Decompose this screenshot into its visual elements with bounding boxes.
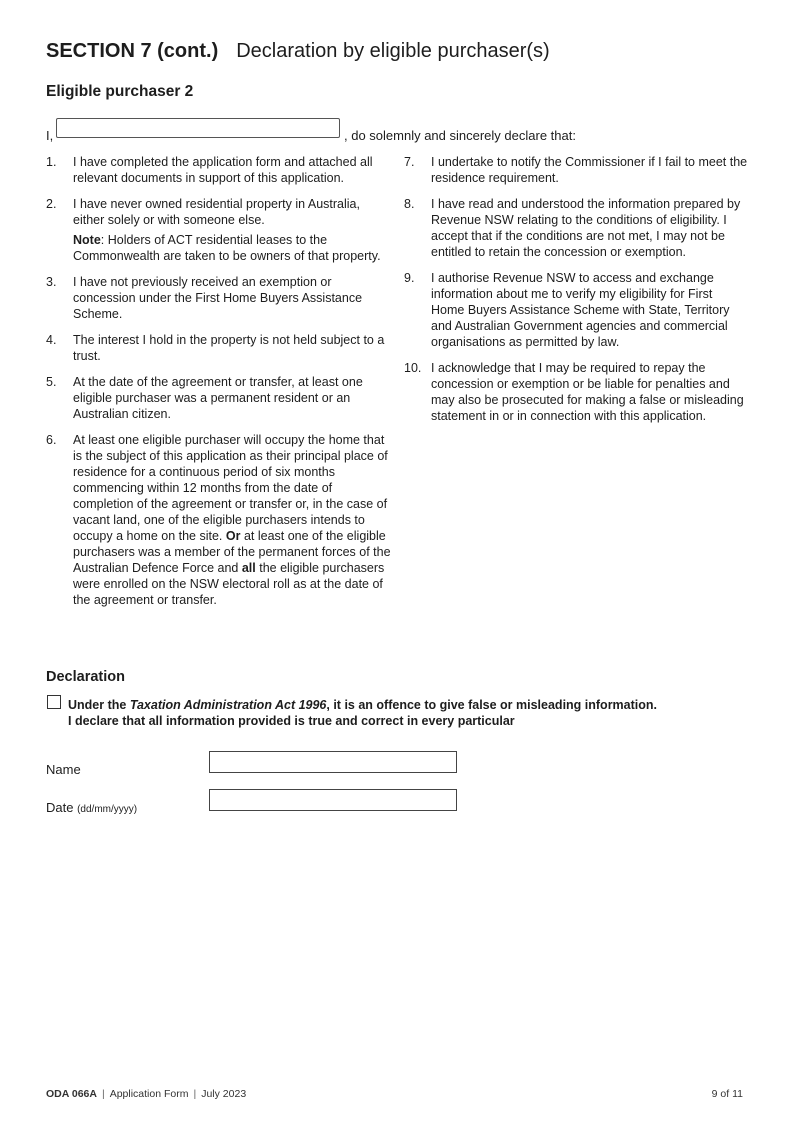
- page-number: 9 of 11: [711, 1088, 743, 1100]
- footer-document-info: ODA 066A | Application Form | July 2023: [46, 1088, 247, 1100]
- list-item: 10. I acknowledge that I may be required to repay the concession or exemption or be liable for penalties and may also be prosecuted for making a false or misleading statement in or in connection with this application.: [404, 361, 744, 423]
- list-item: 2. I have never owned residential property in Australia, either solely or with someone else. Note: Holders of ACT residential leases to the Commonwealth are taken to be owners of that property.: [46, 196, 391, 264]
- form-type: Application Form: [109, 1088, 189, 1100]
- list-item: 9. I authorise Revenue NSW to access and exchange information about me to verify my eligibility for First Home Buyers Assistance Scheme with State, Territory and Australian Government agencies and commercial organisations as permitted by law.: [404, 271, 730, 349]
- section-number: SECTION 7 (cont.): [46, 40, 219, 62]
- declarant-suffix: , do solemnly and sincerely declare that:: [344, 128, 576, 143]
- declaration-items-right: [404, 154, 749, 434]
- declarant-prefix: I,: [46, 128, 54, 143]
- declaration-heading: Declaration: [46, 669, 125, 685]
- declaration-checkbox[interactable]: [47, 695, 61, 709]
- list-item: 5. At the date of the agreement or transfer, at least one eligible purchaser was a permanent resident or an Australian citizen.: [46, 375, 363, 421]
- name-label: Name: [46, 762, 81, 777]
- section-title: [46, 40, 550, 63]
- declaration-text: Under the Taxation Administration Act 1996, it is an offence to give false or misleading information. I declare that all information provided is true and correct in every particular: [68, 698, 658, 728]
- list-item: 4. The interest I hold in the property is not held subject to a trust.: [46, 333, 385, 363]
- form-date: July 2023: [201, 1088, 247, 1100]
- list-item: 7. I undertake to notify the Commissioner if I fail to meet the residence requirement.: [404, 155, 748, 185]
- declaration-statement: [46, 118, 746, 142]
- list-item: 3. I have not previously received an exemption or concession under the First Home Buyers Assistance Scheme.: [46, 275, 363, 321]
- declaration-items-left: [46, 154, 391, 618]
- date-field[interactable]: [209, 789, 457, 811]
- date-label: Date (dd/mm/yyyy): [46, 800, 138, 815]
- subheading: Eligible purchaser 2: [46, 83, 194, 100]
- form-code: ODA 066A: [46, 1088, 97, 1100]
- note: Note: Holders of ACT residential leases to the Commonwealth are taken to be owners of that property.: [73, 233, 381, 263]
- list-item: 8. I have read and understood the information prepared by Revenue NSW relating to the conditions of eligibility. I accept that if the conditions are not met, I may not be entitled to retain the concession or exemption.: [404, 197, 741, 259]
- section-heading: Declaration by eligible purchaser(s): [236, 40, 550, 62]
- list-item: 1. I have completed the application form and attached all relevant documents in support of this application.: [46, 155, 373, 185]
- declarant-name-input[interactable]: [56, 118, 340, 138]
- list-item: 6. At least one eligible purchaser will occupy the home that is the subject of this application as their principal place of residence for a continuous period of six months commencing within 12 months from the date of completion of the agreement or transfer or, in the case of vacant land, one of the eligible purchasers intends to occupy a home on the site. Or at least one of the eligible purchasers was a member of the permanent forces of the Australian Defence Force and all the eligible purchasers were enrolled on the NSW electoral roll as at the date of the agreement or transfer.: [46, 433, 391, 607]
- name-field[interactable]: [209, 751, 457, 773]
